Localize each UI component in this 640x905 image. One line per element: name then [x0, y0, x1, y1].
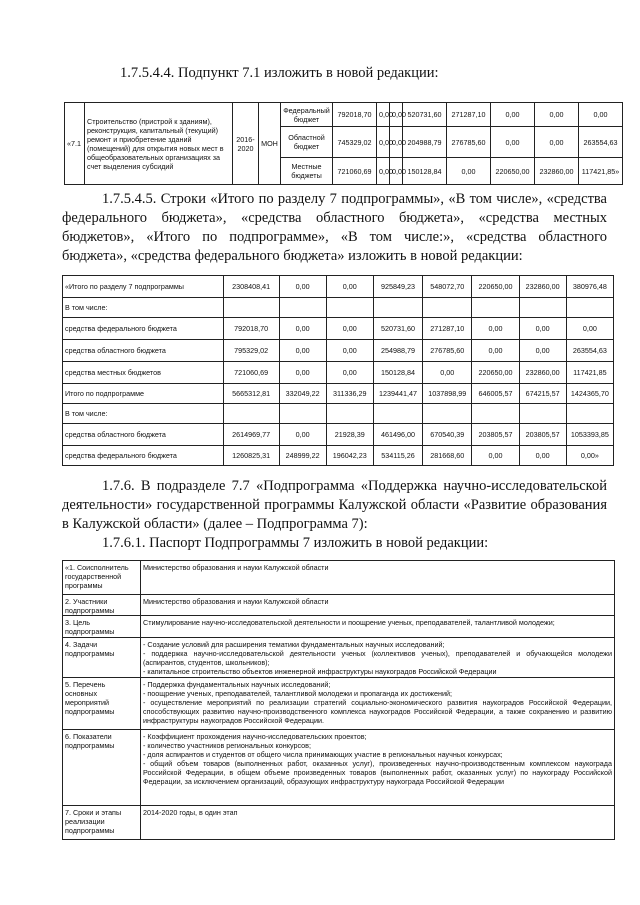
- table-row: [63, 424, 614, 446]
- table-cell: 281668,60: [423, 446, 472, 466]
- row-label: В том числе:: [63, 404, 224, 424]
- table-cell: 745329,02: [333, 127, 377, 158]
- table-cell: 332049,22: [279, 384, 326, 404]
- table-cell: 220650,00: [472, 276, 519, 298]
- passport-value: [141, 730, 615, 806]
- table-cell: [519, 298, 566, 318]
- table-cell: 0,00: [519, 446, 566, 466]
- table-cell: 0,00: [279, 362, 326, 384]
- table-cell: 0,00: [491, 103, 535, 127]
- table-cell: 271287,10: [423, 318, 472, 340]
- table-cell: 311336,29: [326, 384, 373, 404]
- passport-value: [141, 806, 615, 840]
- row-label: В том числе:: [63, 298, 224, 318]
- table-cell: 220650,00: [472, 362, 519, 384]
- passport-label: 3. Цель подпрограммы: [63, 616, 141, 638]
- table-cell: 232860,00: [535, 158, 579, 185]
- totals-table-body: [63, 276, 614, 466]
- table-row: [63, 638, 615, 678]
- table-cell: 0,00: [326, 276, 373, 298]
- table-cell: 276785,60: [447, 127, 491, 158]
- table-cell: 0,00: [519, 318, 566, 340]
- table-cell: 0,00: [472, 340, 519, 362]
- passport-table-body: [63, 561, 615, 840]
- table-cell: [223, 404, 279, 424]
- table-cell: 203805,57: [519, 424, 566, 446]
- table-cell: 0,00: [377, 158, 390, 185]
- table-cell: 203805,57: [472, 424, 519, 446]
- table-cell: [373, 404, 422, 424]
- table-row: [63, 362, 614, 384]
- table-row: [63, 616, 615, 638]
- table-cell: 263554,63: [566, 340, 613, 362]
- period: 2016-2020: [233, 103, 259, 185]
- table-cell: 0,00: [326, 362, 373, 384]
- table-cell: 548072,70: [423, 276, 472, 298]
- table-cell: 0,00: [579, 103, 623, 127]
- paragraph-1.7.5.4.5: 1.7.5.4.5. Строки «Итого по разделу 7 подпрограммы», «В том числе», «средства федерального бюджета», «средства областного бюджета», «средства местных бюджетов», «Итого по подпрограмме», «В том числе:», «средства областного бюджета», «средства федерального бюджета» изложить в новой редакции:: [62, 191, 607, 264]
- passport-line: - Коэффициент прохождения научно-исследовательских проектов;: [143, 732, 367, 741]
- table-cell: 0,00: [447, 158, 491, 185]
- table-cell: 0,00: [566, 318, 613, 340]
- table-cell: 1260825,31: [223, 446, 279, 466]
- table-cell: 520731,60: [403, 103, 447, 127]
- row-label: средства областного бюджета: [63, 424, 224, 446]
- table-cell: 646005,57: [472, 384, 519, 404]
- table-row: [63, 806, 615, 840]
- table-cell: 1424365,70: [566, 384, 613, 404]
- table-cell: 220650,00: [491, 158, 535, 185]
- table-cell: 117421,85: [566, 362, 613, 384]
- table-row: [63, 446, 614, 466]
- passport-line: Министерство образования и науки Калужской области: [143, 597, 329, 606]
- table-cell: 0,00: [423, 362, 472, 384]
- table-cell: [326, 298, 373, 318]
- passport-line: - общий объем товаров (выполненных работ, оказанных услуг), произведенных научно-производственным комплексом наукограда Российской Федерации, в общем объеме произведенных товаров (выполненных работ, оказанных услуг) по наукограду Российской Федерации, за исключением организаций, образующих инфраструктуру наукограда Российской Федерации: [143, 759, 612, 786]
- row-label: средства федерального бюджета: [63, 446, 224, 466]
- passport-line: 2014-2020 годы, в один этап: [143, 808, 238, 817]
- table-cell: 0,00: [472, 318, 519, 340]
- row-label: средства областного бюджета: [63, 340, 224, 362]
- table-cell: 0,00: [491, 127, 535, 158]
- table-row: [63, 340, 614, 362]
- table-cell: 0,00: [279, 276, 326, 298]
- row-label: средства местных бюджетов: [63, 362, 224, 384]
- table-cell: [519, 404, 566, 424]
- paragraph-1.7.6: 1.7.6. В подразделе 7.7 «Подпрограмма «Поддержка научно-исследовательской деятельности» государственной программы Калужской области «Развитие образования в Калужской области» (далее – Подпрограмма 7):: [62, 478, 607, 532]
- table-row: [63, 298, 614, 318]
- table-cell: 0,00: [377, 127, 390, 158]
- passport-label: «1. Соисполнитель государственной программы: [63, 561, 141, 595]
- table-cell: 254988,79: [373, 340, 422, 362]
- subprogram-passport-table: [62, 560, 615, 840]
- table-cell: 0,00: [472, 446, 519, 466]
- passport-label: 7. Сроки и этапы реализации подпрограммы: [63, 806, 141, 840]
- table-cell: 0,00: [390, 158, 403, 185]
- table-cell: [223, 298, 279, 318]
- executor: МОН: [259, 103, 281, 185]
- passport-label: 2. Участники подпрограммы: [63, 595, 141, 616]
- row-label: Итого по подпрограмме: [63, 384, 224, 404]
- table-cell: 2614969,77: [223, 424, 279, 446]
- table-cell: 0,00: [519, 340, 566, 362]
- table-row: [63, 384, 614, 404]
- table-cell: 5665312,81: [223, 384, 279, 404]
- table-cell: 1053393,85: [566, 424, 613, 446]
- passport-label: 6. Показатели подпрограммы: [63, 730, 141, 806]
- table-cell: 0,00: [535, 127, 579, 158]
- table-cell: 674215,57: [519, 384, 566, 404]
- table-cell: [423, 404, 472, 424]
- table-cell: 0,00: [535, 103, 579, 127]
- passport-label: 5. Перечень основных мероприятий подпрограммы: [63, 678, 141, 730]
- table-row: [63, 561, 615, 595]
- table-cell: 721060,69: [333, 158, 377, 185]
- table-cell: [279, 298, 326, 318]
- subpoint-7.1-table: [64, 102, 623, 185]
- passport-line: - количество участников региональных конкурсов;: [143, 741, 311, 750]
- section-heading-1.7.6.1: 1.7.6.1. Паспорт Подпрограммы 7 изложить в новой редакции:: [102, 535, 489, 551]
- passport-value: [141, 616, 615, 638]
- funding-source: Местные бюджеты: [281, 158, 333, 185]
- table-row: [63, 595, 615, 616]
- passport-line: - Создание условий для расширения тематики фундаментальных научных исследований;: [143, 640, 445, 649]
- table-cell: 0,00: [326, 318, 373, 340]
- table-cell: 232860,00: [519, 362, 566, 384]
- table-cell: 204988,79: [403, 127, 447, 158]
- passport-value: [141, 638, 615, 678]
- table-cell: 150128,84: [403, 158, 447, 185]
- table-cell: 0,00: [279, 318, 326, 340]
- table-cell: 534115,26: [373, 446, 422, 466]
- table-cell: 1239441,47: [373, 384, 422, 404]
- table-row: [63, 318, 614, 340]
- table-cell: 0,00: [390, 127, 403, 158]
- table-cell: 232860,00: [519, 276, 566, 298]
- table-cell: 520731,60: [373, 318, 422, 340]
- table-row: [63, 730, 615, 806]
- table-cell: 925849,23: [373, 276, 422, 298]
- table-cell: 380976,48: [566, 276, 613, 298]
- passport-line: - поддержка научно-исследовательской деятельности ученых (коллективов ученых), преподавателей и обучающейся молодежи (аспирантов, студентов, школьников);: [143, 649, 612, 667]
- table-cell: [326, 404, 373, 424]
- table-cell: 117421,85»: [579, 158, 623, 185]
- table-cell: 2308408,41: [223, 276, 279, 298]
- passport-line: - доля аспирантов и студентов от общего числа принимающих участие в региональных научных конкурсах;: [143, 750, 503, 759]
- passport-value: [141, 595, 615, 616]
- table-cell: [423, 298, 472, 318]
- activity-name: Строительство (пристрой к зданиям), реконструкция, капитальный (текущий) ремонт и приобретение зданий (помещений) для открытия новых мест в общеобразовательных организациях за счет выделения субсидий: [85, 103, 233, 185]
- passport-value: [141, 678, 615, 730]
- table-cell: 0,00: [390, 103, 403, 127]
- table-cell: 0,00: [326, 340, 373, 362]
- table-cell: 721060,69: [223, 362, 279, 384]
- table-cell: 276785,60: [423, 340, 472, 362]
- table-cell: 461496,00: [373, 424, 422, 446]
- row-label: «Итого по разделу 7 подпрограммы: [63, 276, 224, 298]
- passport-line: - поощрение ученых, преподавателей, талантливой молодежи и пропаганда их достижений;: [143, 689, 452, 698]
- passport-line: - Поддержка фундаментальных научных исследований;: [143, 680, 331, 689]
- table-cell: 0,00»: [566, 446, 613, 466]
- funding-source: Областной бюджет: [281, 127, 333, 158]
- row-label: средства федерального бюджета: [63, 318, 224, 340]
- passport-line: Стимулирование научно-исследовательской деятельности и поощрение ученых, преподавателей, талантливой молодежи;: [143, 618, 555, 627]
- table-cell: [279, 404, 326, 424]
- totals-table: [62, 275, 614, 466]
- passport-line: Министерство образования и науки Калужской области: [143, 563, 329, 572]
- table-cell: 1037898,99: [423, 384, 472, 404]
- table-cell: 0,00: [279, 340, 326, 362]
- table-cell: 0,00: [279, 424, 326, 446]
- table-cell: [566, 298, 613, 318]
- passport-label: 4. Задачи подпрограммы: [63, 638, 141, 678]
- section-heading-1.7.5.4.4: 1.7.5.4.4. Подпункт 7.1 изложить в новой редакции:: [120, 65, 439, 81]
- table-cell: 792018,70: [223, 318, 279, 340]
- table-cell: [566, 404, 613, 424]
- funding-source: Федеральный бюджет: [281, 103, 333, 127]
- table-row: [63, 678, 615, 730]
- table-cell: 150128,84: [373, 362, 422, 384]
- passport-line: - осуществление мероприятий по реализации стратегий социально-экономического развития наукоградов Российской Федерации, способствующих развитию научно-производственного комплекса наукоградов Российской Федерации, а также сохранению и развитию инфраструктуры наукоградов Российской Федерации.: [143, 698, 612, 725]
- table-cell: [373, 298, 422, 318]
- table-cell: 263554,63: [579, 127, 623, 158]
- table-cell: [472, 298, 519, 318]
- table-row: [63, 276, 614, 298]
- row-number: «7.1: [65, 103, 85, 185]
- table-cell: 792018,70: [333, 103, 377, 127]
- table-row: [65, 103, 623, 127]
- table-cell: 795329,02: [223, 340, 279, 362]
- table-cell: 248999,22: [279, 446, 326, 466]
- table-row: [63, 404, 614, 424]
- table-cell: [472, 404, 519, 424]
- table-cell: 670540,39: [423, 424, 472, 446]
- table-cell: 0,00: [377, 103, 390, 127]
- passport-value: [141, 561, 615, 595]
- table-cell: 271287,10: [447, 103, 491, 127]
- table-cell: 21928,39: [326, 424, 373, 446]
- passport-line: - капитальное строительство объектов инженерной инфраструктуры наукоградов Российской Федерации: [143, 667, 497, 676]
- table-cell: 196042,23: [326, 446, 373, 466]
